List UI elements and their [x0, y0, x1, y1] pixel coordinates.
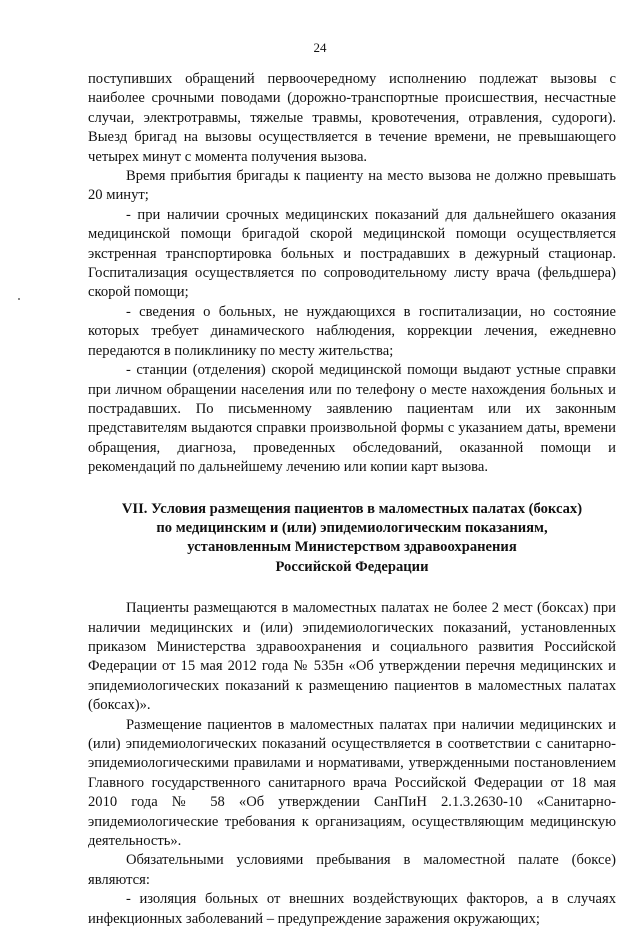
- section-heading-line: VII. Условия размещения пациентов в маломестных палатах (боксах): [121, 500, 583, 517]
- paragraph: Пациенты размещаются в маломестных палатах не более 2 мест (боксах) при наличии медицинских и (или) эпидемиологических показаний, установленных приказом Министерства здравоохранения и социального развития Российской Федерации от 15 мая 2012 года № 535н «Об утверждении перечня медицинских и эпидемиологических показаний к размещению пациентов в маломестных палатах (боксах)».: [88, 600, 616, 714]
- page-number: 24: [313, 40, 327, 55]
- paragraph: Время прибытия бригады к пациенту на место вызова не должно превышать 20 минут;: [88, 168, 616, 204]
- section-heading-line: установленным Министерством здравоохранения: [187, 539, 517, 556]
- paragraph: - изоляция больных от внешних воздействующих факторов, а в случаях инфекционных заболеваний – предупреждение заражения окружающих;: [88, 891, 616, 927]
- section-heading-line: по медицинским и (или) эпидемиологическим показаниям,: [156, 519, 548, 536]
- section-heading: [88, 500, 616, 578]
- paragraph: Обязательными условиями пребывания в маломестной палате (боксе) являются:: [88, 852, 616, 888]
- margin-mark: [18, 298, 20, 300]
- paragraph: - при наличии срочных медицинских показаний для дальнейшего оказания медицинской помощи бригадой скорой медицинской помощи осуществляется экстренная транспортировка больных и пострадавших в дежурный стационар. Госпитализация осуществляется по сопроводительному листу врача (фельдшера) скорой помощи;: [88, 206, 616, 301]
- paragraph: Размещение пациентов в маломестных палатах при наличии медицинских и (или) эпидемиологических показаний осуществляется в соответствии с санитарно-эпидемиологическими правилами и нормативами, утвержденными постановлением Главного государственного санитарного врача Российской Федерации от 18 мая 2010 года № 58 «Об утверждении СанПиН 2.1.3.2630-10 «Санитарно-эпидемиологические требования к организациям, осуществляющим медицинскую деятельность».: [88, 716, 616, 850]
- section-heading-line: Российской Федерации: [275, 558, 429, 575]
- page-content: [88, 70, 616, 929]
- paragraph: - станции (отделения) скорой медицинской помощи выдают устные справки при личном обращении населения или по телефону о месте нахождения больных и пострадавших. По письменному заявлению пациентам или их законным представителям выдаются справки произвольной формы с указанием даты, времени обращения, диагноза, проведенных обследований, оказанной помощи и рекомендаций по дальнейшему лечению или копии карт вызова.: [88, 362, 616, 476]
- paragraph: поступивших обращений первоочередному исполнению подлежат вызовы с наиболее срочными поводами (дорожно-транспортные происшествия, несчастные случаи, электротравмы, тяжелые травмы, кровотечения, отравления, судороги). Выезд бригад на вызовы осуществляется в течение времени, не превышающего четырех минут с момента получения вызова.: [88, 71, 616, 165]
- paragraph: - сведения о больных, не нуждающихся в госпитализации, но состояние которых требует динамического наблюдения, коррекции лечения, ежедневно передаются в поликлинику по месту жительства;: [88, 303, 616, 359]
